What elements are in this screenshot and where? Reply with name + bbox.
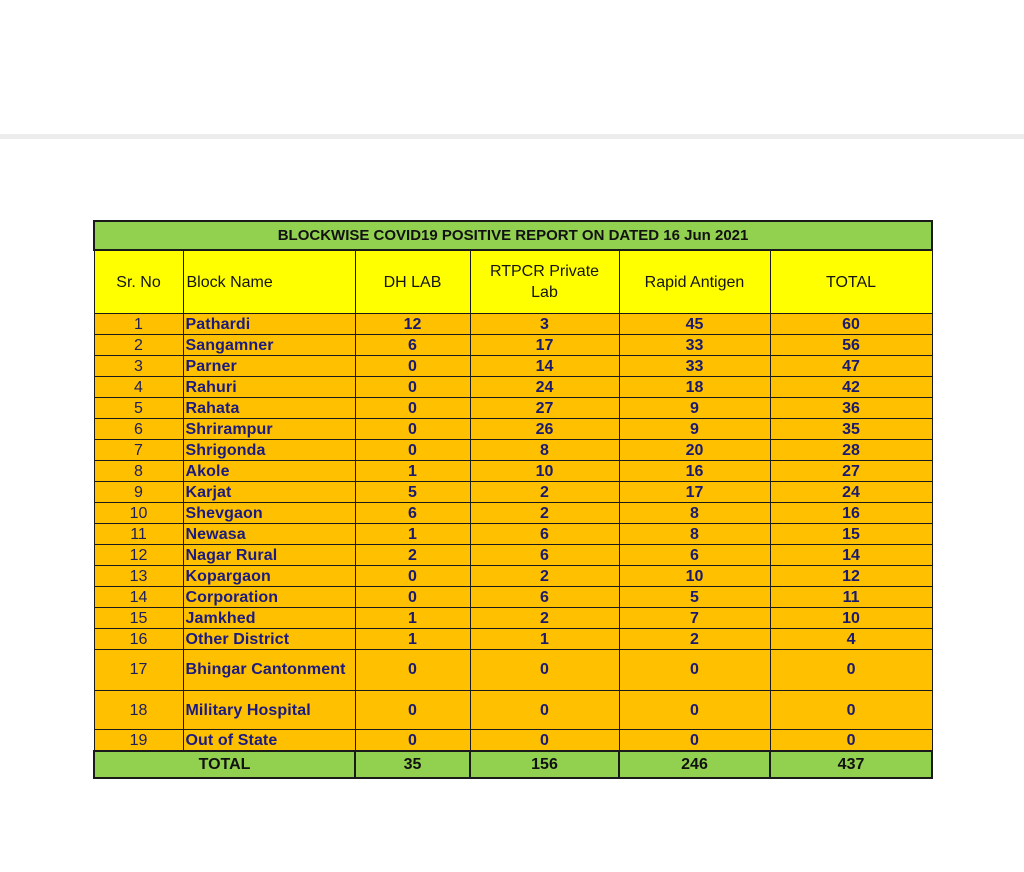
- table-row: [94, 398, 932, 419]
- row-sr-no: 9: [94, 482, 183, 503]
- row-rtpcr: 0: [470, 691, 619, 730]
- row-dh-lab: 0: [355, 691, 470, 730]
- table-row: [94, 629, 932, 650]
- row-rtpcr: 27: [470, 398, 619, 419]
- row-rtpcr: 2: [470, 482, 619, 503]
- row-block-name: Akole: [183, 461, 355, 482]
- row-dh-lab: 0: [355, 566, 470, 587]
- table-row: [94, 335, 932, 356]
- row-total: 0: [770, 650, 932, 691]
- row-dh-lab: 1: [355, 524, 470, 545]
- row-sr-no: 13: [94, 566, 183, 587]
- row-rtpcr: 2: [470, 608, 619, 629]
- row-block-name: Out of State: [183, 730, 355, 752]
- row-sr-no: 4: [94, 377, 183, 398]
- row-total: 15: [770, 524, 932, 545]
- table-row: [94, 566, 932, 587]
- row-sr-no: 14: [94, 587, 183, 608]
- row-dh-lab: 5: [355, 482, 470, 503]
- header-sr-no: Sr. No: [94, 250, 183, 314]
- report-title: BLOCKWISE COVID19 POSITIVE REPORT ON DATED 16 Jun 2021: [94, 221, 932, 250]
- row-rtpcr: 0: [470, 650, 619, 691]
- row-block-name: Kopargaon: [183, 566, 355, 587]
- row-rapid-antigen: 0: [619, 650, 770, 691]
- row-block-name: Newasa: [183, 524, 355, 545]
- header-block-name: Block Name: [183, 250, 355, 314]
- row-rapid-antigen: 10: [619, 566, 770, 587]
- totals-rapid-antigen: 246: [619, 751, 770, 778]
- row-rapid-antigen: 20: [619, 440, 770, 461]
- row-dh-lab: 2: [355, 545, 470, 566]
- row-rapid-antigen: 5: [619, 587, 770, 608]
- row-dh-lab: 6: [355, 503, 470, 524]
- row-dh-lab: 0: [355, 440, 470, 461]
- row-rapid-antigen: 2: [619, 629, 770, 650]
- totals-rtpcr: 156: [470, 751, 619, 778]
- table-row: [94, 545, 932, 566]
- row-block-name: Other District: [183, 629, 355, 650]
- header-rapid-antigen: Rapid Antigen: [619, 250, 770, 314]
- header-row: [94, 250, 932, 314]
- table-row: [94, 691, 932, 730]
- row-block-name: Corporation: [183, 587, 355, 608]
- row-sr-no: 17: [94, 650, 183, 691]
- totals-label: TOTAL: [94, 751, 355, 778]
- row-sr-no: 12: [94, 545, 183, 566]
- row-total: 60: [770, 314, 932, 335]
- row-total: 24: [770, 482, 932, 503]
- header-rtpcr-line1: RTPCR Private: [489, 263, 600, 280]
- table-row: [94, 314, 932, 335]
- row-total: 42: [770, 377, 932, 398]
- row-total: 12: [770, 566, 932, 587]
- row-block-name: Jamkhed: [183, 608, 355, 629]
- row-block-name: Rahata: [183, 398, 355, 419]
- row-block-name: Parner: [183, 356, 355, 377]
- row-rtpcr: 3: [470, 314, 619, 335]
- row-sr-no: 18: [94, 691, 183, 730]
- row-rapid-antigen: 6: [619, 545, 770, 566]
- row-dh-lab: 1: [355, 629, 470, 650]
- row-total: 0: [770, 691, 932, 730]
- row-rtpcr: 2: [470, 503, 619, 524]
- row-rapid-antigen: 7: [619, 608, 770, 629]
- covid-report-table: [93, 220, 933, 779]
- row-dh-lab: 1: [355, 608, 470, 629]
- table-row: [94, 524, 932, 545]
- row-rtpcr: 8: [470, 440, 619, 461]
- table-row: [94, 440, 932, 461]
- row-sr-no: 10: [94, 503, 183, 524]
- page-divider: [0, 134, 1024, 139]
- row-sr-no: 2: [94, 335, 183, 356]
- row-sr-no: 6: [94, 419, 183, 440]
- row-rtpcr: 6: [470, 545, 619, 566]
- row-rapid-antigen: 0: [619, 691, 770, 730]
- table-row: [94, 356, 932, 377]
- row-dh-lab: 6: [355, 335, 470, 356]
- row-block-name: Bhingar Cantonment: [183, 650, 355, 691]
- row-total: 35: [770, 419, 932, 440]
- row-rtpcr: 6: [470, 524, 619, 545]
- row-sr-no: 16: [94, 629, 183, 650]
- row-sr-no: 8: [94, 461, 183, 482]
- row-block-name: Pathardi: [183, 314, 355, 335]
- row-rapid-antigen: 16: [619, 461, 770, 482]
- row-total: 10: [770, 608, 932, 629]
- row-total: 16: [770, 503, 932, 524]
- header-total: TOTAL: [770, 250, 932, 314]
- row-sr-no: 11: [94, 524, 183, 545]
- row-dh-lab: 0: [355, 419, 470, 440]
- row-block-name: Shevgaon: [183, 503, 355, 524]
- totals-dh-lab: 35: [355, 751, 470, 778]
- header-rtpcr-line2: Lab: [531, 284, 558, 301]
- row-rtpcr: 17: [470, 335, 619, 356]
- row-total: 14: [770, 545, 932, 566]
- row-dh-lab: 0: [355, 587, 470, 608]
- row-sr-no: 3: [94, 356, 183, 377]
- row-rapid-antigen: 45: [619, 314, 770, 335]
- row-rtpcr: 6: [470, 587, 619, 608]
- totals-total: 437: [770, 751, 932, 778]
- row-block-name: Shrirampur: [183, 419, 355, 440]
- row-total: 4: [770, 629, 932, 650]
- table-row: [94, 377, 932, 398]
- row-dh-lab: 0: [355, 730, 470, 752]
- row-dh-lab: 1: [355, 461, 470, 482]
- report-rows: [94, 314, 932, 752]
- row-rapid-antigen: 33: [619, 335, 770, 356]
- row-total: 56: [770, 335, 932, 356]
- row-total: 28: [770, 440, 932, 461]
- row-rtpcr: 0: [470, 730, 619, 752]
- table-row: [94, 419, 932, 440]
- row-dh-lab: 0: [355, 377, 470, 398]
- table-row: [94, 503, 932, 524]
- row-block-name: Karjat: [183, 482, 355, 503]
- row-rapid-antigen: 8: [619, 503, 770, 524]
- row-sr-no: 19: [94, 730, 183, 752]
- row-rtpcr: 14: [470, 356, 619, 377]
- row-rapid-antigen: 17: [619, 482, 770, 503]
- report-title-row: [94, 221, 932, 250]
- table-row: [94, 650, 932, 691]
- table-row: [94, 587, 932, 608]
- row-rapid-antigen: 9: [619, 398, 770, 419]
- row-total: 11: [770, 587, 932, 608]
- row-rapid-antigen: 0: [619, 730, 770, 752]
- row-block-name: Sangamner: [183, 335, 355, 356]
- row-rtpcr: 26: [470, 419, 619, 440]
- row-rtpcr: 2: [470, 566, 619, 587]
- table-row: [94, 730, 932, 752]
- row-sr-no: 5: [94, 398, 183, 419]
- row-rapid-antigen: 33: [619, 356, 770, 377]
- row-block-name: Nagar Rural: [183, 545, 355, 566]
- row-rapid-antigen: 9: [619, 419, 770, 440]
- header-dh-lab: DH LAB: [355, 250, 470, 314]
- row-dh-lab: 12: [355, 314, 470, 335]
- row-rtpcr: 24: [470, 377, 619, 398]
- table-row: [94, 482, 932, 503]
- row-block-name: Rahuri: [183, 377, 355, 398]
- row-dh-lab: 0: [355, 650, 470, 691]
- row-total: 36: [770, 398, 932, 419]
- row-dh-lab: 0: [355, 356, 470, 377]
- header-rtpcr-private-lab: [470, 250, 619, 314]
- row-sr-no: 15: [94, 608, 183, 629]
- totals-row: [94, 751, 932, 778]
- row-rtpcr: 10: [470, 461, 619, 482]
- row-rapid-antigen: 18: [619, 377, 770, 398]
- row-rtpcr: 1: [470, 629, 619, 650]
- row-block-name: Shrigonda: [183, 440, 355, 461]
- row-rapid-antigen: 8: [619, 524, 770, 545]
- row-total: 47: [770, 356, 932, 377]
- row-total: 27: [770, 461, 932, 482]
- row-sr-no: 7: [94, 440, 183, 461]
- row-block-name: Military Hospital: [183, 691, 355, 730]
- row-dh-lab: 0: [355, 398, 470, 419]
- table-row: [94, 608, 932, 629]
- row-sr-no: 1: [94, 314, 183, 335]
- row-total: 0: [770, 730, 932, 752]
- table-row: [94, 461, 932, 482]
